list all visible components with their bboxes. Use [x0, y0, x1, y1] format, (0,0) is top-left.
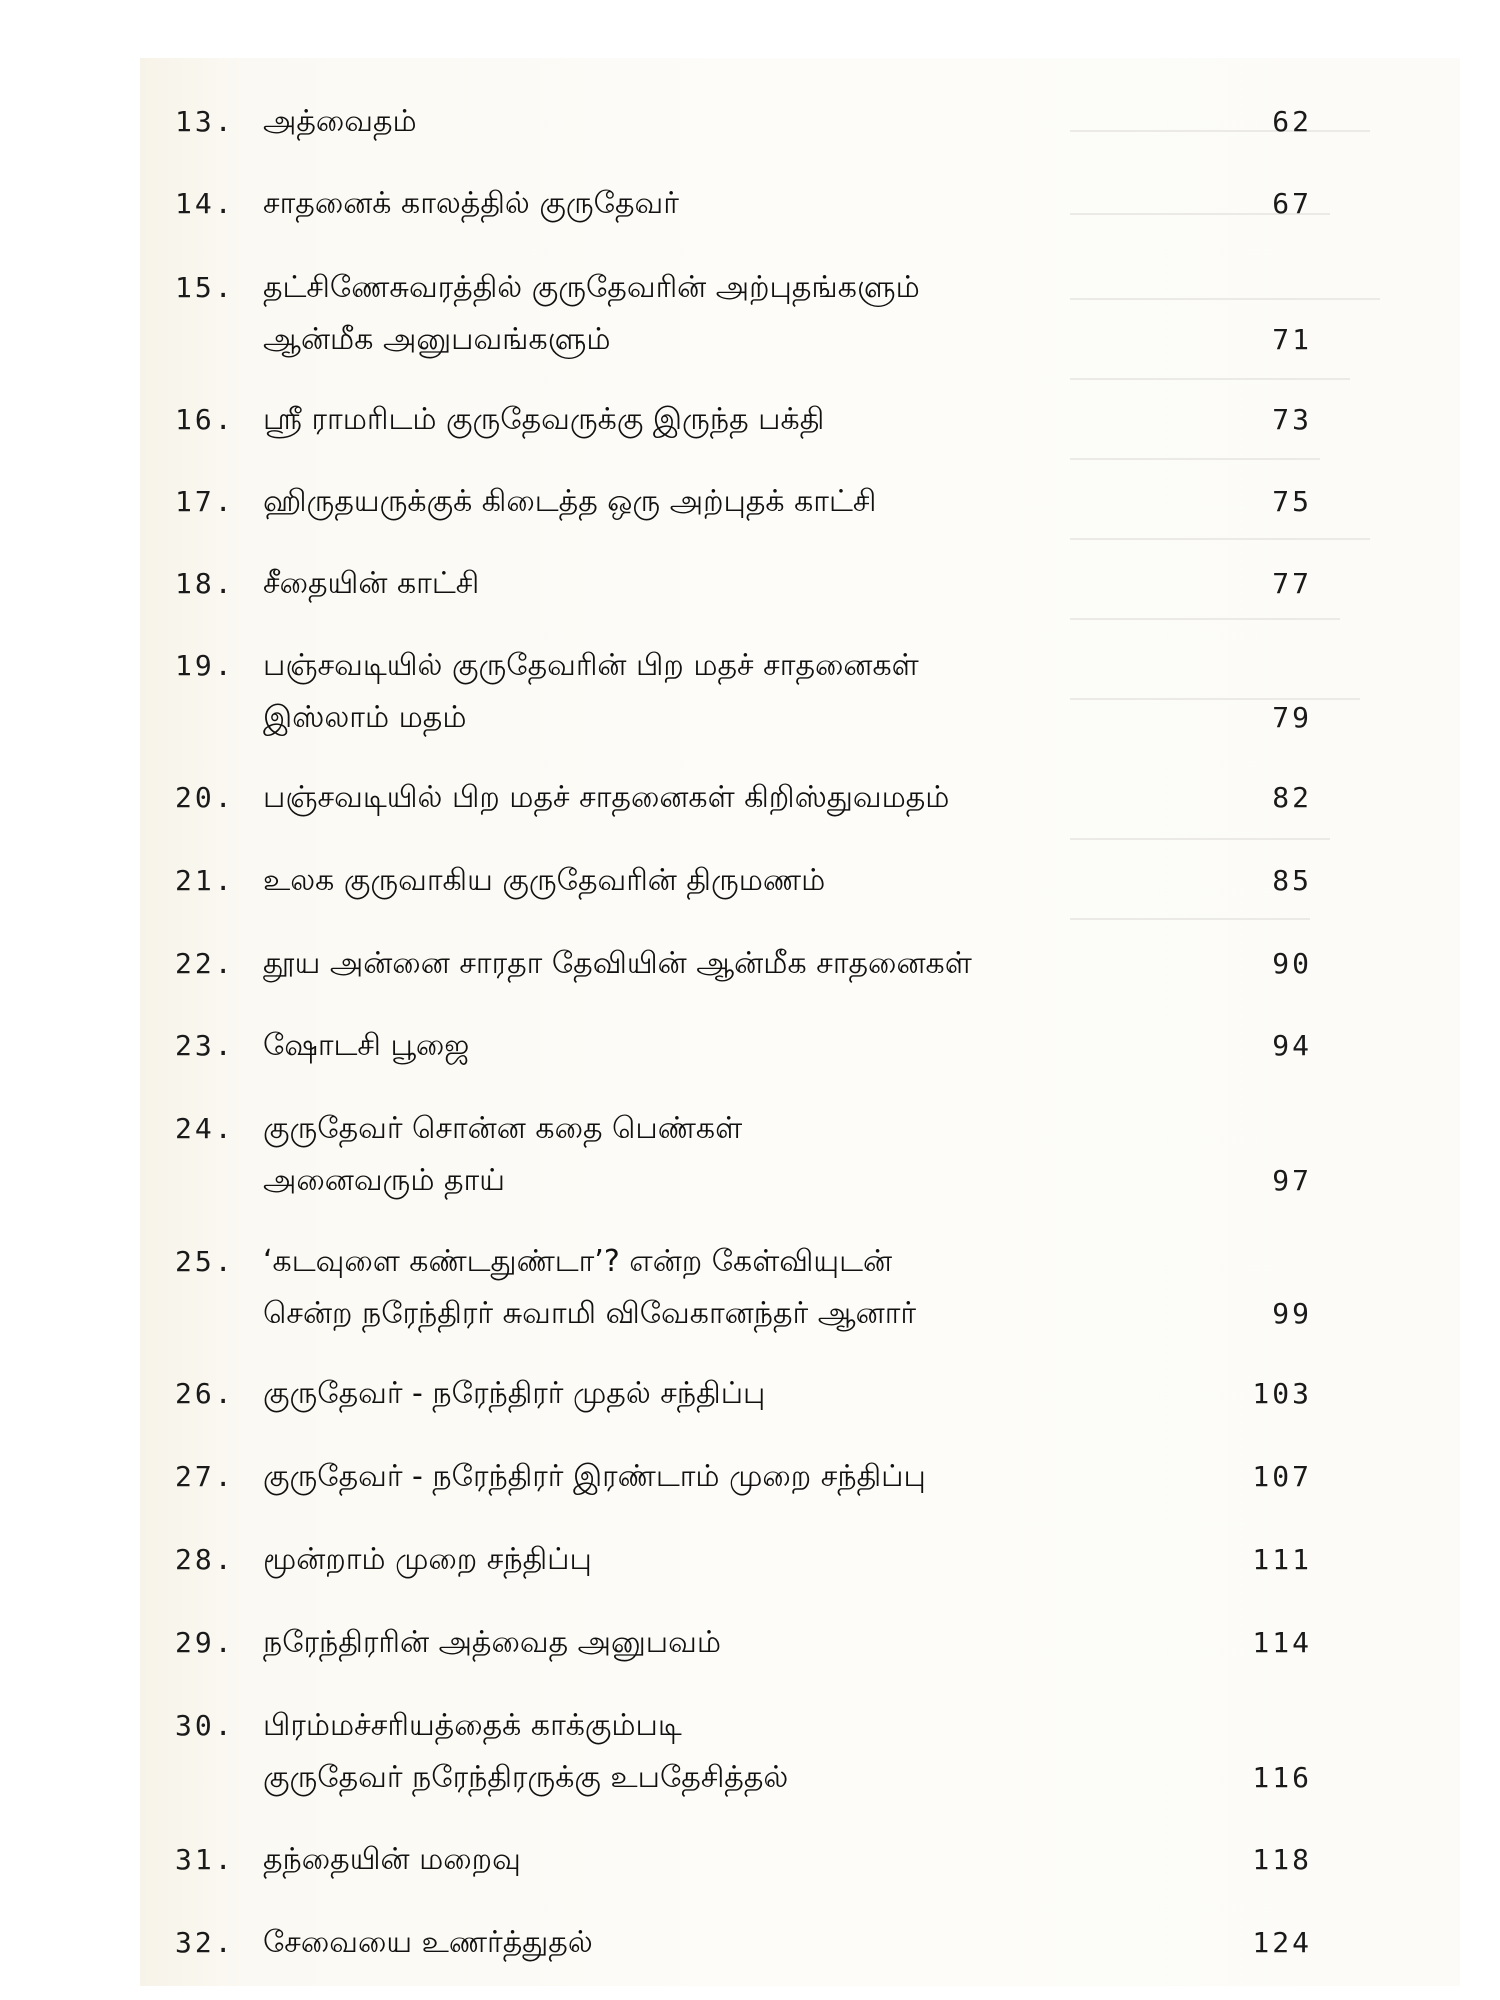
- entry-number: 32.: [175, 1926, 235, 1959]
- entry-title-line: தட்சிணேசுவரத்தில் குருதேவரின் அற்புதங்களும்: [263, 270, 920, 305]
- entry-page-number: 73: [1272, 403, 1312, 436]
- entry-title-line: தூய அன்னை சாரதா தேவியின் ஆன்மீக சாதனைகள்: [263, 946, 972, 981]
- entry-title: [263, 772, 1163, 824]
- entry-page-number: 85: [1272, 864, 1312, 897]
- entry-title: [263, 1834, 1163, 1886]
- entry-title-line: குருதேவர் சொன்ன கதை பெண்கள்: [263, 1111, 743, 1146]
- entry-title: [263, 1700, 1163, 1804]
- entry-title: [263, 1103, 1163, 1207]
- entry-page-number: 118: [1252, 1843, 1312, 1876]
- entry-page-number: 90: [1272, 947, 1312, 980]
- entry-title-line: ஷோடசி பூஜை: [263, 1028, 470, 1063]
- entry-number: 17.: [175, 485, 235, 518]
- entry-number: 26.: [175, 1377, 235, 1410]
- entry-title: [263, 1236, 1163, 1340]
- entry-title-line: நரேந்திரரின் அத்வைத அனுபவம்: [263, 1625, 721, 1660]
- entry-title-line: சாதனைக் காலத்தில் குருதேவர்: [263, 186, 679, 221]
- entry-number: 28.: [175, 1543, 235, 1576]
- entry-title: [263, 938, 1163, 990]
- entry-number: 27.: [175, 1460, 235, 1493]
- entry-page-number: 71: [1272, 323, 1312, 356]
- entry-title: [263, 640, 1163, 744]
- entry-title: [263, 262, 1163, 366]
- entry-title: [263, 1368, 1163, 1420]
- entry-page-number: 75: [1272, 485, 1312, 518]
- entry-page-number: 67: [1272, 187, 1312, 220]
- entry-title: [263, 1020, 1163, 1072]
- entry-number: 23.: [175, 1029, 235, 1062]
- entry-page-number: 97: [1272, 1164, 1312, 1197]
- entry-title-line: குருதேவர் - நரேந்திரர் இரண்டாம் முறை சந்திப்பு: [263, 1459, 926, 1494]
- entry-title: [263, 1534, 1163, 1586]
- entry-page-number: 124: [1252, 1926, 1312, 1959]
- entry-title-line: ‘கடவுளை கண்டதுண்டா’? என்ற கேள்வியுடன்: [263, 1244, 893, 1279]
- entry-page-number: 82: [1272, 781, 1312, 814]
- entry-page-number: 114: [1252, 1626, 1312, 1659]
- entry-title-line: சேவையை உணர்த்துதல்: [263, 1925, 593, 1960]
- entry-number: 16.: [175, 403, 235, 436]
- entry-title-line: மூன்றாம் முறை சந்திப்பு: [263, 1542, 592, 1577]
- entry-title-line: பஞ்சவடியில் குருதேவரின் பிற மதச் சாதனைகள்: [263, 648, 919, 683]
- entry-title-line: ஸ்ரீ ராமரிடம் குருதேவருக்கு இருந்த பக்தி: [263, 402, 825, 437]
- entry-title-line: பஞ்சவடியில் பிற மதச் சாதனைகள் கிறிஸ்துவமதம்: [263, 780, 950, 815]
- entry-number: 20.: [175, 781, 235, 814]
- entry-title-line: பிரம்மச்சரியத்தைக் காக்கும்படி: [263, 1708, 682, 1743]
- entry-page-number: 116: [1252, 1761, 1312, 1794]
- entry-title-line: அத்வைதம்: [263, 104, 417, 139]
- entry-title: [263, 1617, 1163, 1669]
- entry-number: 13.: [175, 105, 235, 138]
- entry-number: 30.: [175, 1709, 235, 1742]
- entry-title: [263, 476, 1163, 528]
- entry-number: 18.: [175, 567, 235, 600]
- entry-number: 31.: [175, 1843, 235, 1876]
- entry-number: 24.: [175, 1112, 235, 1145]
- entry-number: 14.: [175, 187, 235, 220]
- entry-page-number: 62: [1272, 105, 1312, 138]
- entry-title-line: குருதேவர் - நரேந்திரர் முதல் சந்திப்பு: [263, 1376, 766, 1411]
- entry-title: [263, 558, 1163, 610]
- entry-title: [263, 1917, 1163, 1969]
- entry-title-line: குருதேவர் நரேந்திரருக்கு உபதேசித்தல்: [263, 1760, 789, 1795]
- entry-page-number: 79: [1272, 701, 1312, 734]
- entry-page-number: 77: [1272, 567, 1312, 600]
- entry-number: 29.: [175, 1626, 235, 1659]
- entry-title: [263, 1451, 1163, 1503]
- entry-page-number: 103: [1252, 1377, 1312, 1410]
- entry-title-line: அனைவரும் தாய்: [263, 1163, 505, 1198]
- entry-title: [263, 855, 1163, 907]
- entry-page-number: 107: [1252, 1460, 1312, 1493]
- entry-title-line: இஸ்லாம் மதம்: [263, 700, 467, 735]
- entry-page-number: 99: [1272, 1297, 1312, 1330]
- entry-number: 25.: [175, 1245, 235, 1278]
- entry-number: 19.: [175, 649, 235, 682]
- entry-number: 21.: [175, 864, 235, 897]
- entry-page-number: 111: [1252, 1543, 1312, 1576]
- entry-title: [263, 96, 1163, 148]
- entry-title: [263, 178, 1163, 230]
- entry-title-line: ஆன்மீக அனுபவங்களும்: [263, 322, 611, 357]
- entry-title-line: உலக குருவாகிய குருதேவரின் திருமணம்: [263, 863, 826, 898]
- entry-title-line: சென்ற நரேந்திரர் சுவாமி விவேகானந்தர் ஆனார்: [263, 1296, 917, 1331]
- entry-title-line: ஹிருதயருக்குக் கிடைத்த ஒரு அற்புதக் காட்சி: [263, 484, 877, 519]
- entry-title-line: சீதையின் காட்சி: [263, 566, 480, 601]
- entry-title-line: தந்தையின் மறைவு: [263, 1842, 521, 1877]
- entry-page-number: 94: [1272, 1029, 1312, 1062]
- entry-title: [263, 394, 1163, 446]
- entry-number: 22.: [175, 947, 235, 980]
- entry-number: 15.: [175, 271, 235, 304]
